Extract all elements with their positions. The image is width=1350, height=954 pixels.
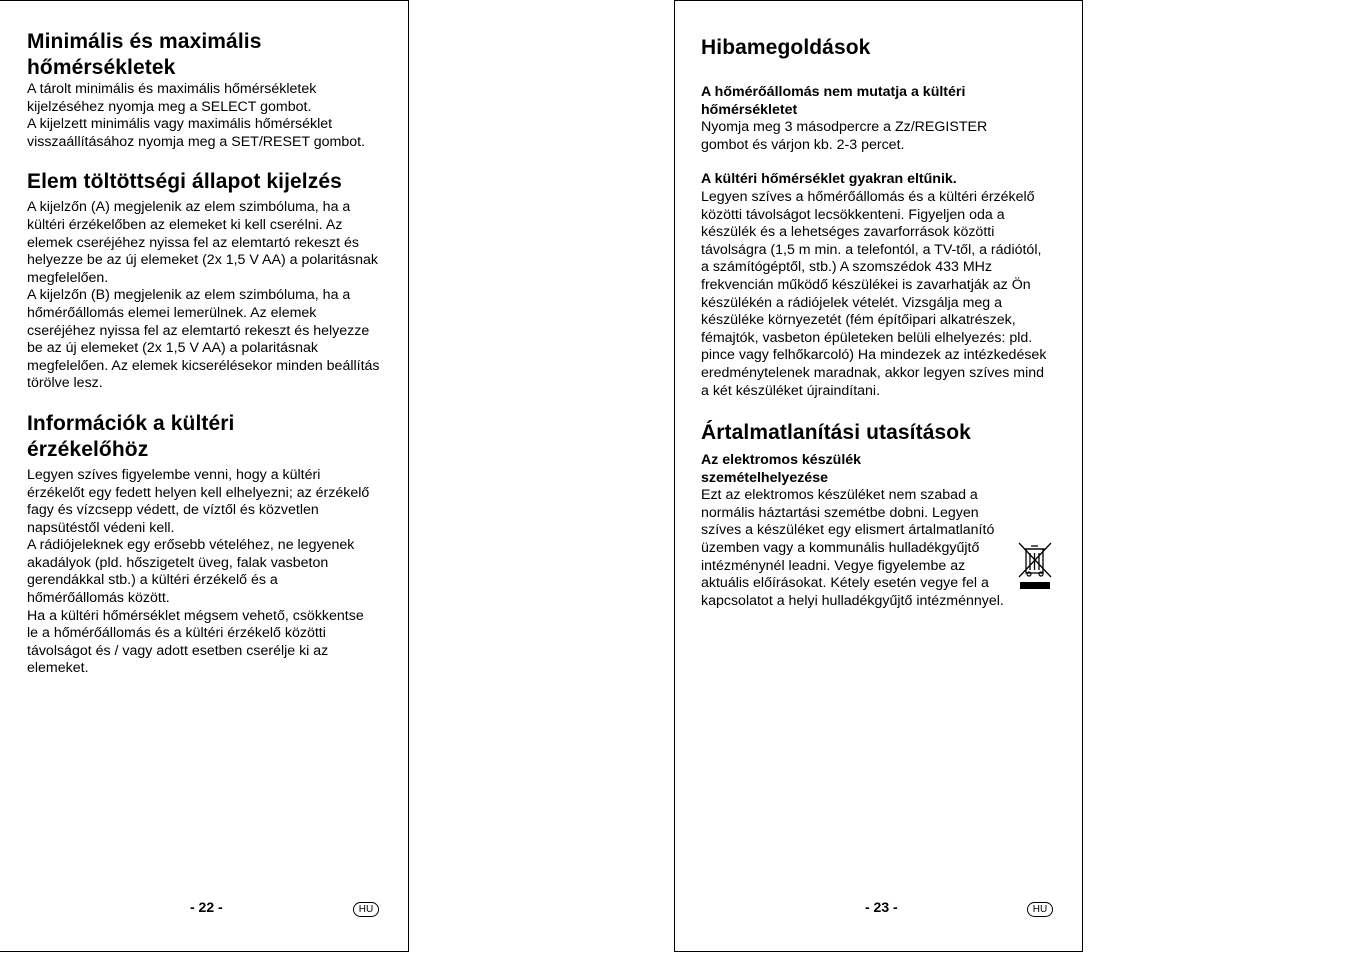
- section-title-disposal: Ártalmatlanítási utasítások: [701, 421, 971, 445]
- section-title-troubleshooting: Hibamegoldások: [701, 36, 871, 59]
- sensor-text-3: Ha a kültéri hőmérséklet mégsem vehető, csökkentse le a hőmérőállomás és a kültéri érzékelő közötti távolságot és / vagy adott esetben cserélje ki az elemeket.: [27, 607, 364, 677]
- crossed-out-bin-icon: [1017, 539, 1053, 591]
- section-title-min-max: Minimális és maximális hőmérsékletek: [27, 30, 262, 79]
- problem-2-heading: A kültéri hőmérséklet gyakran eltűnik.: [701, 171, 957, 188]
- section-title-outdoor-sensor: Információk a kültéri érzékelőhöz: [27, 411, 235, 461]
- battery-text-1: A kijelzőn (A) megjelenik az elem szimbóluma, ha a kültéri érzékelőben az elemeket ki kell cserélni. Az elemek cseréjéhez nyissa fel az elemtartó rekeszt és helyezze be az új elemeket (2x 1,5 V AA) a polaritásnak megfelelően.: [27, 199, 378, 286]
- problem-1-heading: A hőmérőállomás nem mutatja a kültéri hőmérsékletet: [701, 84, 966, 118]
- sensor-text-1: Legyen szíves figyelembe venni, hogy a kültéri érzékelőt egy fedett helyen kell elhelyezni; az érzékelő fagy és vízcsepp védett, de víztől és közvetlen napsütéstől védeni kell.: [27, 466, 370, 536]
- page-number: - 22 -: [190, 899, 223, 915]
- disposal-text: Ezt az elektromos készüléket nem szabad a normális háztartási szemétbe dobni. Legyen szíves a készüléket egy elismert ártalmatlanító üzemben vagy a kommunális hulladékgyűjtő intézménynél leadni. Vegye figyelembe az aktuális előírásokat. Kétely esetén vegye fel a kapcsolatot a helyi hulladékgyűjtő intézménnyel.: [701, 487, 1004, 609]
- sensor-text-2: A rádiójeleknek egy erősebb vételéhez, ne legyenek akadályok (pld. hőszigetelt üveg, falak vasbeton gerendákkal stb.) a kültéri érzékelő és a hőmérőállomás között.: [27, 537, 355, 607]
- problem-1-solution: Nyomja meg 3 másodpercre a Zz/REGISTER gombot és várjon kb. 2-3 percet.: [701, 119, 988, 153]
- problem-2-solution: Legyen szíves a hőmérőállomás és a kültéri érzékelő közötti távolságot lecsökkenteni. Figyeljen oda a készülék és a lehetséges zavarforrások közötti távolságra (1,5 m min. a telefontól, a TV-től, a rádiótól, a számítógéptől, stb.) A szomszédok 433 MHz frekvencián működő készülékei is zavarhatják az Ön készülékén a rádiójelek vételét. Vizsgálja meg a készüléke környezetét (fém építőipari alkatrészek, fémajtók, vasbeton épületeken belüli elhelyezés: pld. pince vagy felhőkarcoló) Ha mindezek az intézkedések eredménytelenek maradnak, akkor legyen szíves mind a két készüléket újraindítani.: [701, 188, 1047, 399]
- page-23: [674, 0, 1083, 952]
- page-number: - 23 -: [865, 899, 898, 915]
- disposal-subheading: Az elektromos készülék szemételhelyezése: [701, 452, 862, 486]
- min-max-text-1: A tárolt minimális és maximális hőmérsékletek kijelzéséhez nyomja meg a SELECT gombot.: [27, 81, 317, 115]
- language-badge: HU: [353, 902, 379, 917]
- section-title-battery: Elem töltöttségi állapot kijelzés: [27, 170, 342, 194]
- page-23-content: [701, 35, 1053, 610]
- language-badge: HU: [1027, 902, 1053, 917]
- min-max-text-2: A kijelzett minimális vagy maximális hőmérséklet visszaállításához nyomja meg a SET/RESET gombot.: [27, 116, 366, 150]
- page-22: [0, 0, 409, 952]
- battery-text-2: A kijelzőn (B) megjelenik az elem szimbóluma, ha a hőmérőállomás elemei lemerülnek. Az elemek cseréjéhez nyissa fel az elemtartó rekeszt és helyezze be az új elemeket (2x 1,5 V AA) a polaritásnak megfelelően. Az elemek kicserélésekor minden beállítás törölve lesz.: [27, 287, 380, 392]
- page-22-content: [27, 29, 383, 678]
